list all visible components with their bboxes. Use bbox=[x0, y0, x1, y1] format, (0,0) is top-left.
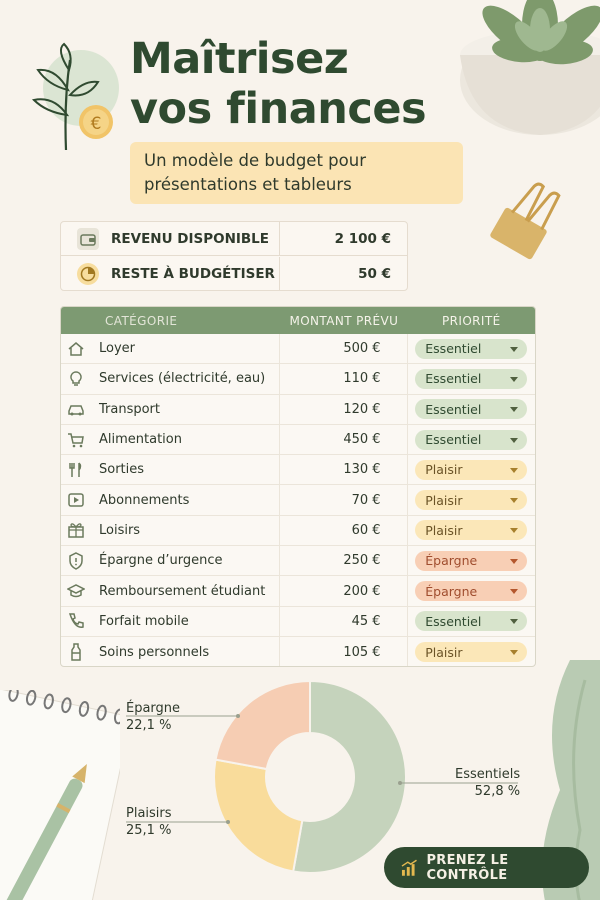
table-row bbox=[61, 395, 535, 425]
priority-value: Plaisir bbox=[425, 644, 463, 660]
category-label: Alimentation bbox=[99, 432, 182, 448]
wallet-icon bbox=[77, 228, 99, 250]
priority-value: Plaisir bbox=[425, 492, 463, 508]
amount-value: 130 € bbox=[343, 462, 381, 478]
table-row bbox=[61, 334, 535, 364]
summary-label: REVENU DISPONIBLE bbox=[111, 230, 270, 247]
category-cell bbox=[61, 516, 280, 545]
summary-value: 50 € bbox=[358, 266, 391, 282]
priority-cell bbox=[408, 364, 535, 393]
category-label: Sorties bbox=[99, 462, 145, 478]
donut-hole bbox=[266, 733, 354, 821]
priority-dropdown[interactable] bbox=[415, 460, 527, 480]
category-cell bbox=[61, 637, 280, 667]
succulent-plant-decoration bbox=[450, 0, 600, 145]
category-cell bbox=[61, 395, 280, 424]
leaf-euro-logo bbox=[26, 40, 126, 160]
priority-cell bbox=[408, 485, 535, 514]
category-cell bbox=[61, 607, 280, 636]
amount-value: 120 € bbox=[343, 401, 381, 417]
amount-cell bbox=[280, 637, 408, 667]
chevron-down-icon bbox=[510, 347, 518, 352]
play-icon bbox=[67, 491, 85, 509]
amount-cell bbox=[280, 576, 408, 605]
table-row bbox=[61, 425, 535, 455]
amount-cell bbox=[280, 364, 408, 393]
priority-value: Épargne bbox=[425, 553, 478, 569]
priority-dropdown[interactable] bbox=[415, 339, 527, 359]
category-cell bbox=[61, 576, 280, 605]
priority-value: Essentiel bbox=[425, 432, 482, 448]
house-icon bbox=[67, 340, 85, 358]
shield-icon bbox=[67, 552, 85, 570]
chevron-down-icon bbox=[510, 407, 518, 412]
priority-cell bbox=[408, 455, 535, 484]
priority-value: Essentiel bbox=[425, 613, 482, 629]
car-icon bbox=[67, 400, 85, 418]
category-label: Épargne d’urgence bbox=[99, 553, 223, 569]
chevron-down-icon bbox=[510, 377, 518, 382]
category-label: Transport bbox=[99, 401, 161, 417]
priority-dropdown[interactable] bbox=[415, 520, 527, 540]
amount-value: 110 € bbox=[343, 371, 381, 387]
fork-knife-icon bbox=[67, 461, 85, 479]
amount-cell bbox=[280, 425, 408, 454]
donut-label-epargne: Épargne 22,1 % bbox=[126, 701, 181, 733]
chevron-down-icon bbox=[510, 468, 518, 473]
priority-dropdown[interactable] bbox=[415, 490, 527, 510]
amount-cell bbox=[280, 546, 408, 575]
priority-dropdown[interactable] bbox=[415, 369, 527, 389]
priority-dropdown[interactable] bbox=[415, 642, 527, 662]
priority-cell bbox=[408, 546, 535, 575]
amount-value: 200 € bbox=[343, 583, 381, 599]
header-priority: PRIORITÉ bbox=[442, 313, 501, 328]
cta-label: PRENEZ LE CONTRÔLE bbox=[426, 852, 509, 883]
header-amount: MONTANT PRÉVU bbox=[289, 313, 399, 328]
graduation-cap-icon bbox=[67, 582, 85, 600]
budget-table bbox=[60, 306, 536, 667]
header-category: CATÉGORIE bbox=[105, 313, 178, 328]
amount-value: 70 € bbox=[351, 492, 381, 508]
category-cell bbox=[61, 546, 280, 575]
cart-icon bbox=[67, 431, 85, 449]
summary-label: RESTE À BUDGÉTISER bbox=[111, 266, 275, 282]
amount-cell bbox=[280, 607, 408, 636]
amount-cell bbox=[280, 395, 408, 424]
subtitle-banner: Un modèle de budget pour présentations et tableurs bbox=[130, 142, 463, 204]
priority-cell bbox=[408, 607, 535, 636]
amount-value: 105 € bbox=[343, 644, 381, 660]
category-label: Services (électricité, eau) bbox=[99, 371, 266, 387]
amount-value: 45 € bbox=[351, 613, 381, 629]
phone-icon bbox=[67, 612, 85, 630]
binder-clip-decoration bbox=[486, 178, 562, 270]
category-cell bbox=[61, 425, 280, 454]
priority-value: Essentiel bbox=[425, 371, 482, 387]
amount-value: 450 € bbox=[343, 432, 381, 448]
donut-label-essentiels: Essentiels 52,8 % bbox=[455, 767, 521, 799]
table-row bbox=[61, 546, 535, 576]
amount-cell bbox=[280, 334, 408, 363]
amount-cell bbox=[280, 516, 408, 545]
table-row bbox=[61, 637, 535, 667]
bottle-icon bbox=[67, 643, 85, 661]
table-row bbox=[61, 485, 535, 515]
svg-text:€: € bbox=[90, 114, 102, 134]
budget-donut-chart bbox=[205, 672, 415, 882]
category-cell bbox=[61, 334, 280, 363]
amount-cell bbox=[280, 455, 408, 484]
category-label: Abonnements bbox=[99, 492, 190, 508]
chevron-down-icon bbox=[510, 589, 518, 594]
category-cell bbox=[61, 455, 280, 484]
amount-value: 500 € bbox=[343, 341, 381, 357]
chevron-down-icon bbox=[510, 619, 518, 624]
amount-value: 60 € bbox=[351, 522, 381, 538]
priority-cell bbox=[408, 425, 535, 454]
summary-row-revenu bbox=[61, 222, 407, 256]
priority-value: Essentiel bbox=[425, 401, 482, 417]
gift-icon bbox=[67, 521, 85, 539]
priority-value: Épargne bbox=[425, 583, 478, 599]
priority-value: Plaisir bbox=[425, 462, 463, 478]
table-row bbox=[61, 576, 535, 606]
priority-dropdown[interactable] bbox=[415, 581, 527, 601]
table-row bbox=[61, 364, 535, 394]
table-row bbox=[61, 455, 535, 485]
page-title: Maîtrisez vos finances bbox=[130, 34, 427, 134]
priority-dropdown[interactable] bbox=[415, 551, 527, 571]
category-label: Remboursement étudiant bbox=[99, 583, 266, 599]
category-label: Loyer bbox=[99, 341, 136, 357]
priority-cell bbox=[408, 576, 535, 605]
priority-cell bbox=[408, 637, 535, 667]
bar-chart-icon bbox=[401, 859, 418, 877]
priority-cell bbox=[408, 395, 535, 424]
chevron-down-icon bbox=[510, 528, 518, 533]
chevron-down-icon bbox=[510, 498, 518, 503]
priority-cell bbox=[408, 516, 535, 545]
chevron-down-icon bbox=[510, 559, 518, 564]
category-cell bbox=[61, 364, 280, 393]
take-control-button[interactable] bbox=[384, 847, 589, 888]
table-row bbox=[61, 607, 535, 637]
priority-dropdown[interactable] bbox=[415, 399, 527, 419]
priority-dropdown[interactable] bbox=[415, 430, 527, 450]
notebook-decoration bbox=[0, 690, 120, 900]
table-header bbox=[61, 307, 535, 334]
category-label: Soins personnels bbox=[99, 644, 210, 660]
amount-cell bbox=[280, 485, 408, 514]
amount-value: 250 € bbox=[343, 553, 381, 569]
priority-dropdown[interactable] bbox=[415, 611, 527, 631]
category-cell bbox=[61, 485, 280, 514]
priority-value: Essentiel bbox=[425, 341, 482, 357]
chevron-down-icon bbox=[510, 650, 518, 655]
donut-label-plaisirs: Plaisirs 25,1 % bbox=[126, 806, 172, 838]
chevron-down-icon bbox=[510, 438, 518, 443]
category-label: Forfait mobile bbox=[99, 613, 189, 629]
priority-cell bbox=[408, 334, 535, 363]
budget-summary bbox=[60, 221, 408, 291]
summary-value: 2 100 € bbox=[334, 230, 391, 247]
category-label: Loisirs bbox=[99, 522, 141, 538]
pie-clock-icon bbox=[77, 263, 99, 285]
table-row bbox=[61, 516, 535, 546]
priority-value: Plaisir bbox=[425, 522, 463, 538]
lightbulb-icon bbox=[67, 370, 85, 388]
summary-row-reste bbox=[61, 257, 407, 291]
